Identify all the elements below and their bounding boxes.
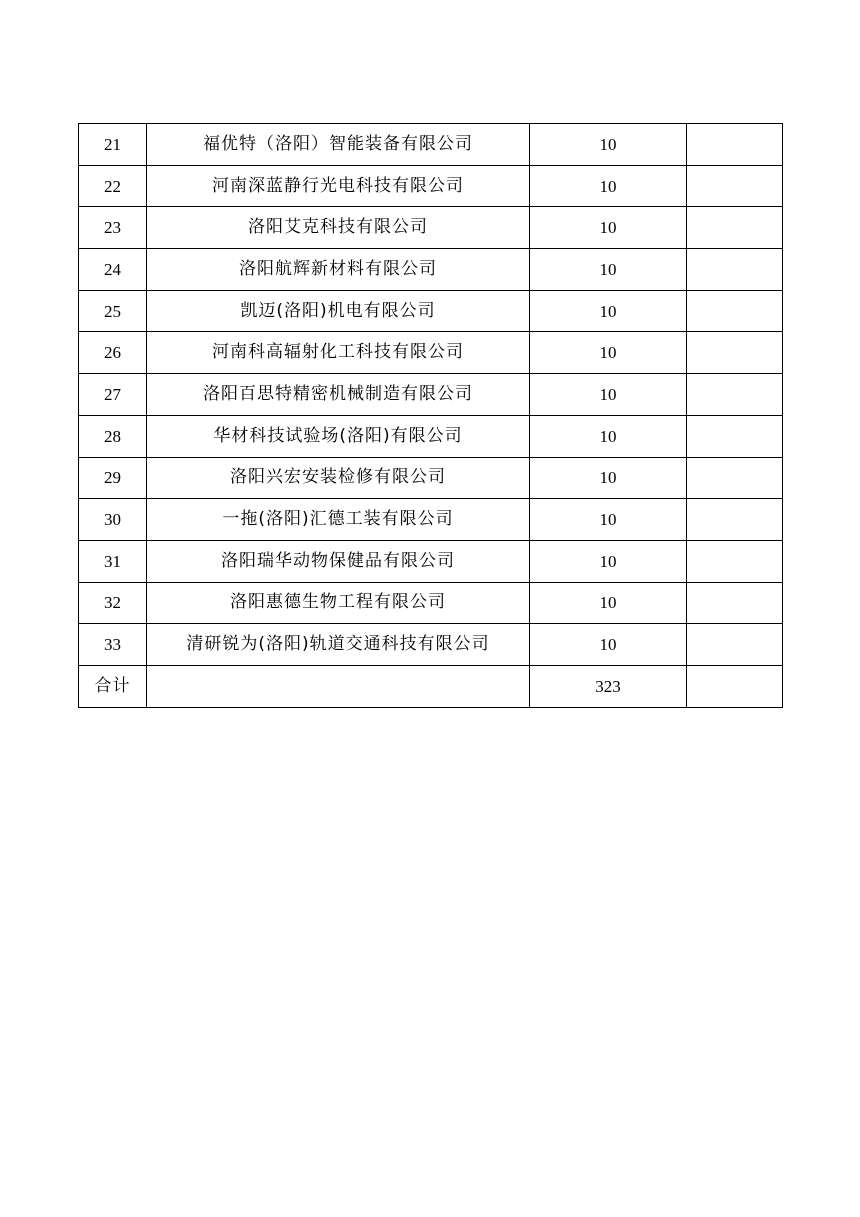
company-name: 洛阳兴宏安装检修有限公司 — [147, 457, 530, 499]
row-index: 21 — [79, 124, 147, 166]
table-row — [79, 332, 783, 374]
row-note — [687, 124, 783, 166]
table-row — [79, 624, 783, 666]
row-index: 26 — [79, 332, 147, 374]
row-note — [687, 332, 783, 374]
row-index: 30 — [79, 499, 147, 541]
company-name: 洛阳航辉新材料有限公司 — [147, 249, 530, 291]
row-value: 10 — [530, 249, 687, 291]
row-value: 10 — [530, 374, 687, 416]
row-note — [687, 499, 783, 541]
row-note — [687, 624, 783, 666]
table-row — [79, 582, 783, 624]
row-note — [687, 249, 783, 291]
total-row — [79, 665, 783, 707]
row-note — [687, 582, 783, 624]
row-index: 25 — [79, 290, 147, 332]
company-name: 华材科技试验场(洛阳)有限公司 — [147, 415, 530, 457]
row-index: 23 — [79, 207, 147, 249]
table-row — [79, 124, 783, 166]
row-value: 10 — [530, 124, 687, 166]
row-value: 10 — [530, 332, 687, 374]
row-index: 32 — [79, 582, 147, 624]
row-value: 10 — [530, 540, 687, 582]
company-name: 洛阳瑞华动物保健品有限公司 — [147, 540, 530, 582]
row-value: 10 — [530, 624, 687, 666]
table-row — [79, 165, 783, 207]
company-list-table — [78, 123, 783, 708]
table-row — [79, 499, 783, 541]
table-row — [79, 457, 783, 499]
row-index: 33 — [79, 624, 147, 666]
total-note-cell — [687, 665, 783, 707]
company-name: 洛阳艾克科技有限公司 — [147, 207, 530, 249]
row-note — [687, 457, 783, 499]
row-index: 29 — [79, 457, 147, 499]
row-index: 28 — [79, 415, 147, 457]
row-index: 22 — [79, 165, 147, 207]
row-note — [687, 165, 783, 207]
company-name: 河南深蓝静行光电科技有限公司 — [147, 165, 530, 207]
row-value: 10 — [530, 415, 687, 457]
table-row — [79, 249, 783, 291]
row-index: 31 — [79, 540, 147, 582]
row-value: 10 — [530, 290, 687, 332]
row-index: 27 — [79, 374, 147, 416]
table-row — [79, 290, 783, 332]
company-name: 清研锐为(洛阳)轨道交通科技有限公司 — [147, 624, 530, 666]
company-name: 一拖(洛阳)汇德工装有限公司 — [147, 499, 530, 541]
table-body — [79, 124, 783, 708]
table-row — [79, 415, 783, 457]
row-value: 10 — [530, 457, 687, 499]
company-name: 河南科高辐射化工科技有限公司 — [147, 332, 530, 374]
table-row — [79, 374, 783, 416]
row-value: 10 — [530, 582, 687, 624]
row-index: 24 — [79, 249, 147, 291]
row-value: 10 — [530, 207, 687, 249]
row-note — [687, 207, 783, 249]
total-value: 323 — [530, 665, 687, 707]
row-value: 10 — [530, 165, 687, 207]
company-name: 洛阳百思特精密机械制造有限公司 — [147, 374, 530, 416]
row-note — [687, 290, 783, 332]
table-row — [79, 207, 783, 249]
company-name: 洛阳惠德生物工程有限公司 — [147, 582, 530, 624]
table-row — [79, 540, 783, 582]
row-note — [687, 415, 783, 457]
total-label: 合计 — [79, 665, 147, 707]
row-note — [687, 374, 783, 416]
row-value: 10 — [530, 499, 687, 541]
total-company-cell — [147, 665, 530, 707]
row-note — [687, 540, 783, 582]
company-name: 凯迈(洛阳)机电有限公司 — [147, 290, 530, 332]
company-name: 福优特（洛阳）智能装备有限公司 — [147, 124, 530, 166]
